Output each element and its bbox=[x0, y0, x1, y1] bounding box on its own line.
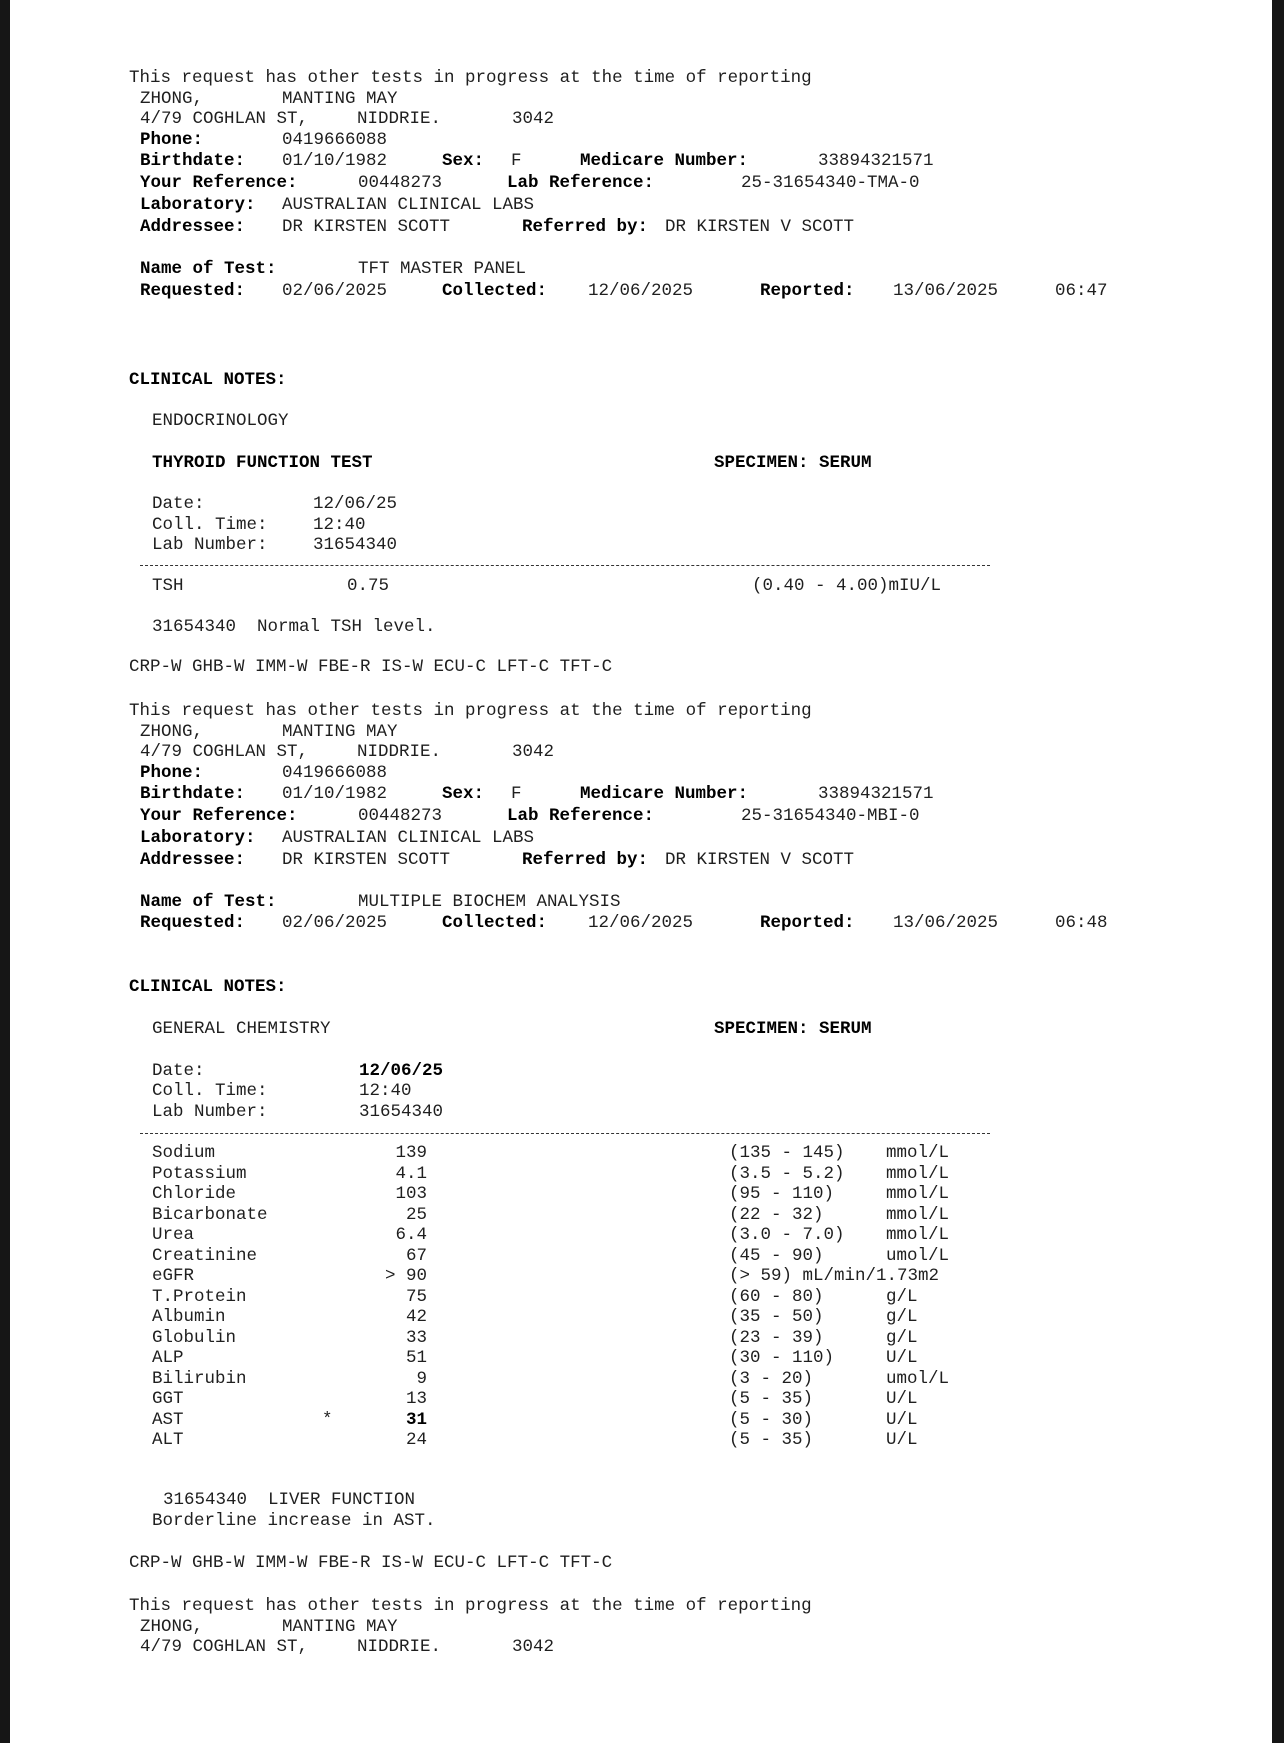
result-name: TSH bbox=[152, 576, 184, 596]
collected-label: Collected: bbox=[442, 281, 548, 301]
sex-value: F bbox=[511, 784, 522, 804]
department-label: GENERAL CHEMISTRY bbox=[152, 1019, 331, 1039]
medicare-value: 33894321571 bbox=[818, 151, 934, 171]
birthdate-value: 01/10/1982 bbox=[282, 784, 388, 804]
result-range: (45 - 90) bbox=[729, 1245, 824, 1266]
referred-by-value: DR KIRSTEN V SCOTT bbox=[665, 850, 855, 870]
test-name-label: Name of Test: bbox=[140, 259, 277, 279]
result-name: Urea bbox=[152, 1225, 195, 1245]
lab-reference-value: 25-31654340-MBI-0 bbox=[741, 806, 920, 826]
reported-time: 06:47 bbox=[1055, 281, 1108, 301]
divider bbox=[140, 565, 990, 566]
result-value: 51 bbox=[405, 1348, 427, 1368]
result-value: 67 bbox=[405, 1245, 427, 1266]
date-label: Date: bbox=[152, 1061, 205, 1081]
clinical-notes-label: CLINICAL NOTES: bbox=[129, 370, 287, 390]
result-value: 139 bbox=[395, 1143, 427, 1163]
laboratory-label: Laboratory: bbox=[140, 195, 256, 215]
result-value: 33 bbox=[405, 1327, 427, 1348]
patient-surname: ZHONG, bbox=[140, 1617, 204, 1637]
result-range: (60 - 80) bbox=[729, 1286, 824, 1307]
addressee-value: DR KIRSTEN SCOTT bbox=[282, 217, 451, 237]
coll-time-label: Coll. Time: bbox=[152, 515, 268, 535]
result-unit: U/L bbox=[886, 1409, 918, 1430]
result-unit: g/L bbox=[886, 1286, 918, 1307]
result-range: (30 - 110) bbox=[729, 1348, 835, 1368]
patient-address: 4/79 COGHLAN ST, bbox=[140, 109, 309, 129]
specimen-label: SPECIMEN: SERUM bbox=[714, 453, 872, 473]
patient-surname: ZHONG, bbox=[140, 722, 204, 742]
lab-reference-label: Lab Reference: bbox=[507, 173, 655, 193]
lab-reference-value: 25-31654340-TMA-0 bbox=[741, 173, 920, 193]
result-value: 25 bbox=[405, 1204, 427, 1225]
result-name: ALT bbox=[152, 1430, 184, 1450]
result-value: 6.4 bbox=[395, 1225, 427, 1245]
test-name-label: Name of Test: bbox=[140, 892, 277, 912]
result-value: 75 bbox=[405, 1286, 427, 1307]
result-unit: mmol/L bbox=[886, 1143, 950, 1163]
result-value: 9 bbox=[416, 1368, 427, 1389]
birthdate-value: 01/10/1982 bbox=[282, 151, 388, 171]
date-value: 12/06/25 bbox=[313, 494, 398, 514]
specimen-label: SPECIMEN: SERUM bbox=[714, 1019, 872, 1039]
your-reference-value: 00448273 bbox=[358, 806, 443, 826]
result-name: GGT bbox=[152, 1389, 184, 1409]
patient-suburb: NIDDRIE. bbox=[357, 109, 442, 129]
result-range: (> 59) mL/min/1.73m2 bbox=[729, 1266, 940, 1286]
lab-number-label: Lab Number: bbox=[152, 535, 268, 555]
collected-value: 12/06/2025 bbox=[588, 281, 694, 301]
addressee-value: DR KIRSTEN SCOTT bbox=[282, 850, 451, 870]
medicare-value: 33894321571 bbox=[818, 784, 934, 804]
result-range: (3.5 - 5.2) bbox=[729, 1163, 845, 1184]
result-value: 4.1 bbox=[395, 1163, 427, 1184]
result-value: 31 bbox=[405, 1409, 427, 1430]
reported-time: 06:48 bbox=[1055, 913, 1108, 933]
patient-given-names: MANTING MAY bbox=[282, 1617, 398, 1637]
clinical-notes-label: CLINICAL NOTES: bbox=[129, 977, 287, 997]
phone-value: 0419666088 bbox=[282, 763, 388, 783]
patient-suburb: NIDDRIE. bbox=[357, 1637, 442, 1657]
result-range: (35 - 50) bbox=[729, 1307, 824, 1327]
result-name: T.Protein bbox=[152, 1286, 247, 1307]
addressee-label: Addressee: bbox=[140, 217, 246, 237]
birthdate-label: Birthdate: bbox=[140, 784, 246, 804]
coll-time-value: 12:40 bbox=[359, 1081, 412, 1101]
result-unit: g/L bbox=[886, 1307, 918, 1327]
phone-value: 0419666088 bbox=[282, 130, 388, 150]
result-unit: U/L bbox=[886, 1389, 918, 1409]
reported-label: Reported: bbox=[760, 913, 855, 933]
result-unit: umol/L bbox=[886, 1245, 950, 1266]
result-unit: g/L bbox=[886, 1327, 918, 1348]
phone-label: Phone: bbox=[140, 763, 204, 783]
your-reference-value: 00448273 bbox=[358, 173, 443, 193]
result-unit: mmol/L bbox=[886, 1225, 950, 1245]
referred-by-label: Referred by: bbox=[522, 850, 649, 870]
result-flag: * bbox=[322, 1409, 333, 1430]
test-codes: CRP-W GHB-W IMM-W FBE-R IS-W ECU-C LFT-C TFT-C bbox=[129, 1553, 613, 1573]
coll-time-label: Coll. Time: bbox=[152, 1081, 268, 1101]
result-range: (3 - 20) bbox=[729, 1368, 814, 1389]
result-name: eGFR bbox=[152, 1266, 195, 1286]
lab-reference-label: Lab Reference: bbox=[507, 806, 655, 826]
your-reference-label: Your Reference: bbox=[140, 173, 298, 193]
reported-value: 13/06/2025 bbox=[893, 913, 999, 933]
result-comment: 31654340 Normal TSH level. bbox=[152, 617, 436, 637]
result-name: Chloride bbox=[152, 1184, 237, 1204]
requested-label: Requested: bbox=[140, 913, 246, 933]
result-range: (3.0 - 7.0) bbox=[729, 1225, 845, 1245]
result-name: Albumin bbox=[152, 1307, 226, 1327]
result-unit: U/L bbox=[886, 1348, 918, 1368]
laboratory-value: AUSTRALIAN CLINICAL LABS bbox=[282, 828, 535, 848]
result-range: (23 - 39) bbox=[729, 1327, 824, 1348]
reported-value: 13/06/2025 bbox=[893, 281, 999, 301]
result-range: (5 - 35) bbox=[729, 1430, 814, 1450]
result-range: (95 - 110) bbox=[729, 1184, 835, 1204]
department-label: ENDOCRINOLOGY bbox=[152, 411, 289, 431]
addressee-label: Addressee: bbox=[140, 850, 246, 870]
referred-by-label: Referred by: bbox=[522, 217, 649, 237]
patient-address: 4/79 COGHLAN ST, bbox=[140, 742, 309, 762]
result-value: 103 bbox=[395, 1184, 427, 1204]
result-name: Globulin bbox=[152, 1327, 237, 1348]
laboratory-label: Laboratory: bbox=[140, 828, 256, 848]
requested-label: Requested: bbox=[140, 281, 246, 301]
result-unit: mmol/L bbox=[886, 1163, 950, 1184]
result-range: (135 - 145) bbox=[729, 1143, 845, 1163]
result-value: > 90 bbox=[384, 1266, 427, 1286]
result-value: 0.75 bbox=[347, 576, 390, 596]
date-label: Date: bbox=[152, 494, 205, 514]
birthdate-label: Birthdate: bbox=[140, 151, 246, 171]
sex-label: Sex: bbox=[442, 784, 485, 804]
divider bbox=[140, 1133, 990, 1134]
result-range: (22 - 32) bbox=[729, 1204, 824, 1225]
referred-by-value: DR KIRSTEN V SCOTT bbox=[665, 217, 855, 237]
sex-value: F bbox=[511, 151, 522, 171]
patient-postcode: 3042 bbox=[512, 109, 555, 129]
medicare-label: Medicare Number: bbox=[580, 784, 749, 804]
result-value: 13 bbox=[405, 1389, 427, 1409]
patient-surname: ZHONG, bbox=[140, 89, 204, 109]
patient-postcode: 3042 bbox=[512, 742, 555, 762]
laboratory-value: AUSTRALIAN CLINICAL LABS bbox=[282, 195, 535, 215]
result-name: Creatinine bbox=[152, 1245, 258, 1266]
result-range: (5 - 30) bbox=[729, 1409, 814, 1430]
reported-label: Reported: bbox=[760, 281, 855, 301]
medicare-label: Medicare Number: bbox=[580, 151, 749, 171]
result-comment-detail: Borderline increase in AST. bbox=[152, 1511, 436, 1531]
patient-given-names: MANTING MAY bbox=[282, 722, 398, 742]
lab-number-value: 31654340 bbox=[313, 535, 398, 555]
test-codes: CRP-W GHB-W IMM-W FBE-R IS-W ECU-C LFT-C TFT-C bbox=[129, 657, 613, 677]
result-name: Bicarbonate bbox=[152, 1204, 268, 1225]
result-name: ALP bbox=[152, 1348, 184, 1368]
result-unit: mmol/L bbox=[886, 1204, 950, 1225]
page-edge-left bbox=[0, 0, 10, 1743]
requested-value: 02/06/2025 bbox=[282, 913, 388, 933]
your-reference-label: Your Reference: bbox=[140, 806, 298, 826]
progress-notice: This request has other tests in progress at the time of reporting bbox=[129, 1596, 812, 1616]
collected-value: 12/06/2025 bbox=[588, 913, 694, 933]
result-name: Sodium bbox=[152, 1143, 216, 1163]
lab-number-value: 31654340 bbox=[359, 1102, 444, 1122]
collected-label: Collected: bbox=[442, 913, 548, 933]
result-value: 24 bbox=[405, 1430, 427, 1450]
result-value: 42 bbox=[405, 1307, 427, 1327]
result-name: AST bbox=[152, 1409, 184, 1430]
progress-notice: This request has other tests in progress at the time of reporting bbox=[129, 701, 812, 721]
lab-number-label: Lab Number: bbox=[152, 1102, 268, 1122]
result-name: Bilirubin bbox=[152, 1368, 247, 1389]
test-name-value: TFT MASTER PANEL bbox=[358, 259, 527, 279]
result-range: (5 - 35) bbox=[729, 1389, 814, 1409]
page-edge-right bbox=[1272, 0, 1284, 1743]
patient-address: 4/79 COGHLAN ST, bbox=[140, 1637, 309, 1657]
result-name: Potassium bbox=[152, 1163, 247, 1184]
section-title: THYROID FUNCTION TEST bbox=[152, 453, 373, 473]
result-comment: 31654340 LIVER FUNCTION bbox=[163, 1490, 416, 1510]
phone-label: Phone: bbox=[140, 130, 204, 150]
patient-postcode: 3042 bbox=[512, 1637, 555, 1657]
result-unit: U/L bbox=[886, 1430, 918, 1450]
result-range: (0.40 - 4.00)mIU/L bbox=[752, 576, 942, 596]
result-unit: umol/L bbox=[886, 1368, 950, 1389]
sex-label: Sex: bbox=[442, 151, 485, 171]
patient-given-names: MANTING MAY bbox=[282, 89, 398, 109]
requested-value: 02/06/2025 bbox=[282, 281, 388, 301]
date-value: 12/06/25 bbox=[359, 1061, 444, 1081]
result-unit: mmol/L bbox=[886, 1184, 950, 1204]
patient-suburb: NIDDRIE. bbox=[357, 742, 442, 762]
progress-notice: This request has other tests in progress at the time of reporting bbox=[129, 68, 812, 88]
coll-time-value: 12:40 bbox=[313, 515, 366, 535]
test-name-value: MULTIPLE BIOCHEM ANALYSIS bbox=[358, 892, 621, 912]
